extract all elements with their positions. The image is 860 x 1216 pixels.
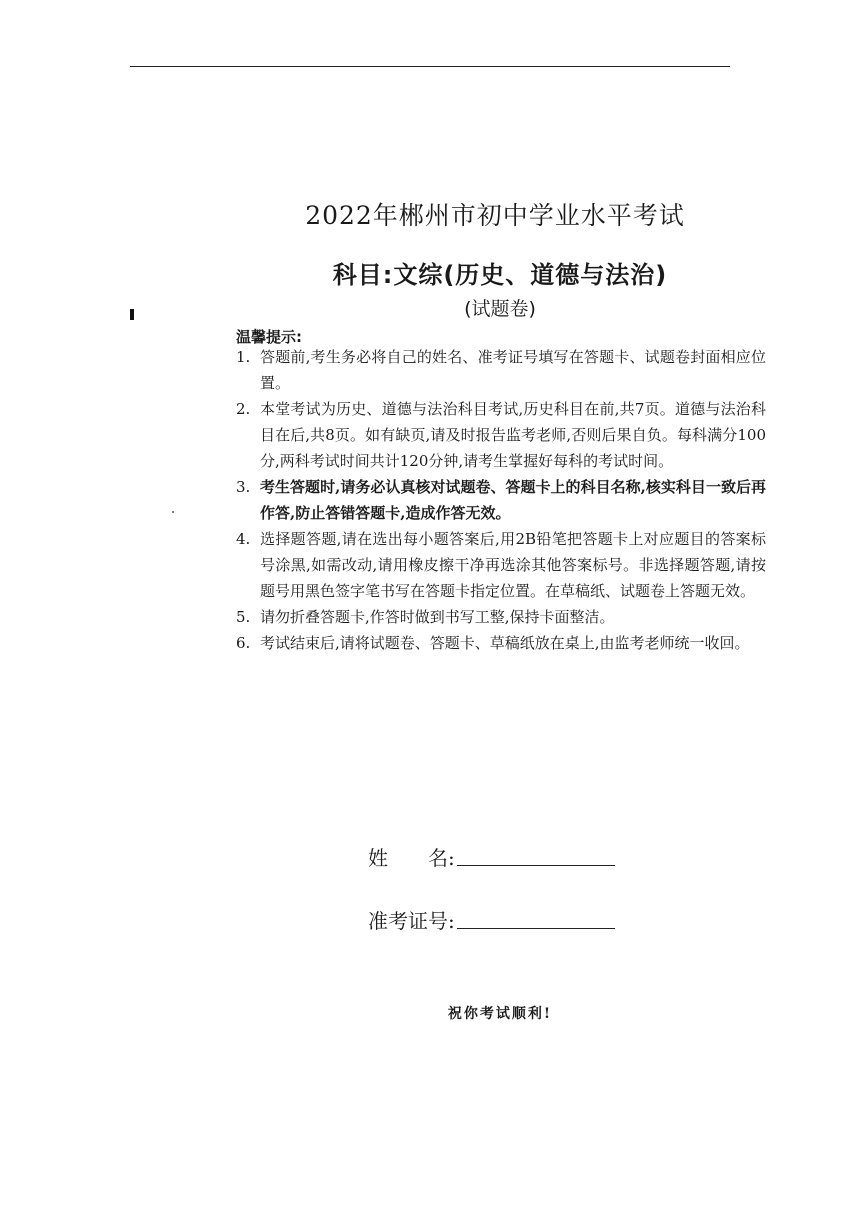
notice-item [236, 604, 766, 630]
exam-title: 2022年郴州市初中学业水平考试 [305, 201, 685, 230]
notice-item [236, 526, 766, 604]
name-blank-line[interactable] [457, 865, 615, 866]
notice-text: 考生答题时,请务必认真核对试题卷、答题卡上的科目名称,核实科目一致后再作答,防止答错答题卡,造成作答无效。 [260, 478, 766, 522]
scan-mark [130, 309, 134, 320]
name-field [368, 842, 615, 871]
scan-dot [172, 511, 174, 513]
notice-text: 请勿折叠答题卡,作答时做到书写工整,保持卡面整洁。 [260, 608, 615, 626]
blessing-text: 祝你考试顺利! [447, 1006, 553, 1022]
paper-type: (试题卷) [464, 298, 536, 320]
notice-item [236, 630, 766, 656]
subject-title: 科目:文综(历史、道德与法治) [332, 261, 668, 289]
notice-text: 考试结束后,请将试题卷、答题卡、草稿纸放在桌上,由监考老师统一收回。 [260, 634, 750, 652]
ticket-number-blank-line[interactable] [457, 928, 615, 929]
notice-text: 本堂考试为历史、道德与法治科目考试,历史科目在前,共7页。道德与法治科目在后,共8页。如有缺页,请及时报告监考老师,否则后果自负。每科满分100分,两科考试时间共计120分钟,请考生掌握好每科的考试时间。 [260, 400, 766, 470]
notice-number: 1. [236, 348, 251, 366]
name-label: 姓 名: [368, 846, 455, 870]
notice-heading: 温馨提示: [236, 328, 302, 346]
notice-item [236, 344, 766, 396]
ticket-number-label: 准考证号: [368, 909, 455, 933]
notice-list [236, 344, 766, 656]
notice-number: 6. [236, 634, 251, 652]
top-rule [130, 66, 730, 67]
notice-text: 选择题答题,请在选出每小题答案后,用2B铅笔把答题卡上对应题目的答案标号涂黑,如需改动,请用橡皮擦干净再选涂其他答案标号。非选择题答题,请按题号用黑色签字笔书写在答题卡指定位置。在草稿纸、试题卷上答题无效。 [260, 530, 766, 600]
ticket-number-field [368, 905, 615, 934]
notice-number: 5. [236, 608, 251, 626]
notice-item [236, 474, 766, 526]
notice-item [236, 396, 766, 474]
notice-text: 答题前,考生务必将自己的姓名、准考证号填写在答题卡、试题卷封面相应位置。 [260, 348, 766, 392]
notice-number: 3. [236, 478, 251, 496]
notice-number: 4. [236, 530, 251, 548]
notice-number: 2. [236, 400, 251, 418]
